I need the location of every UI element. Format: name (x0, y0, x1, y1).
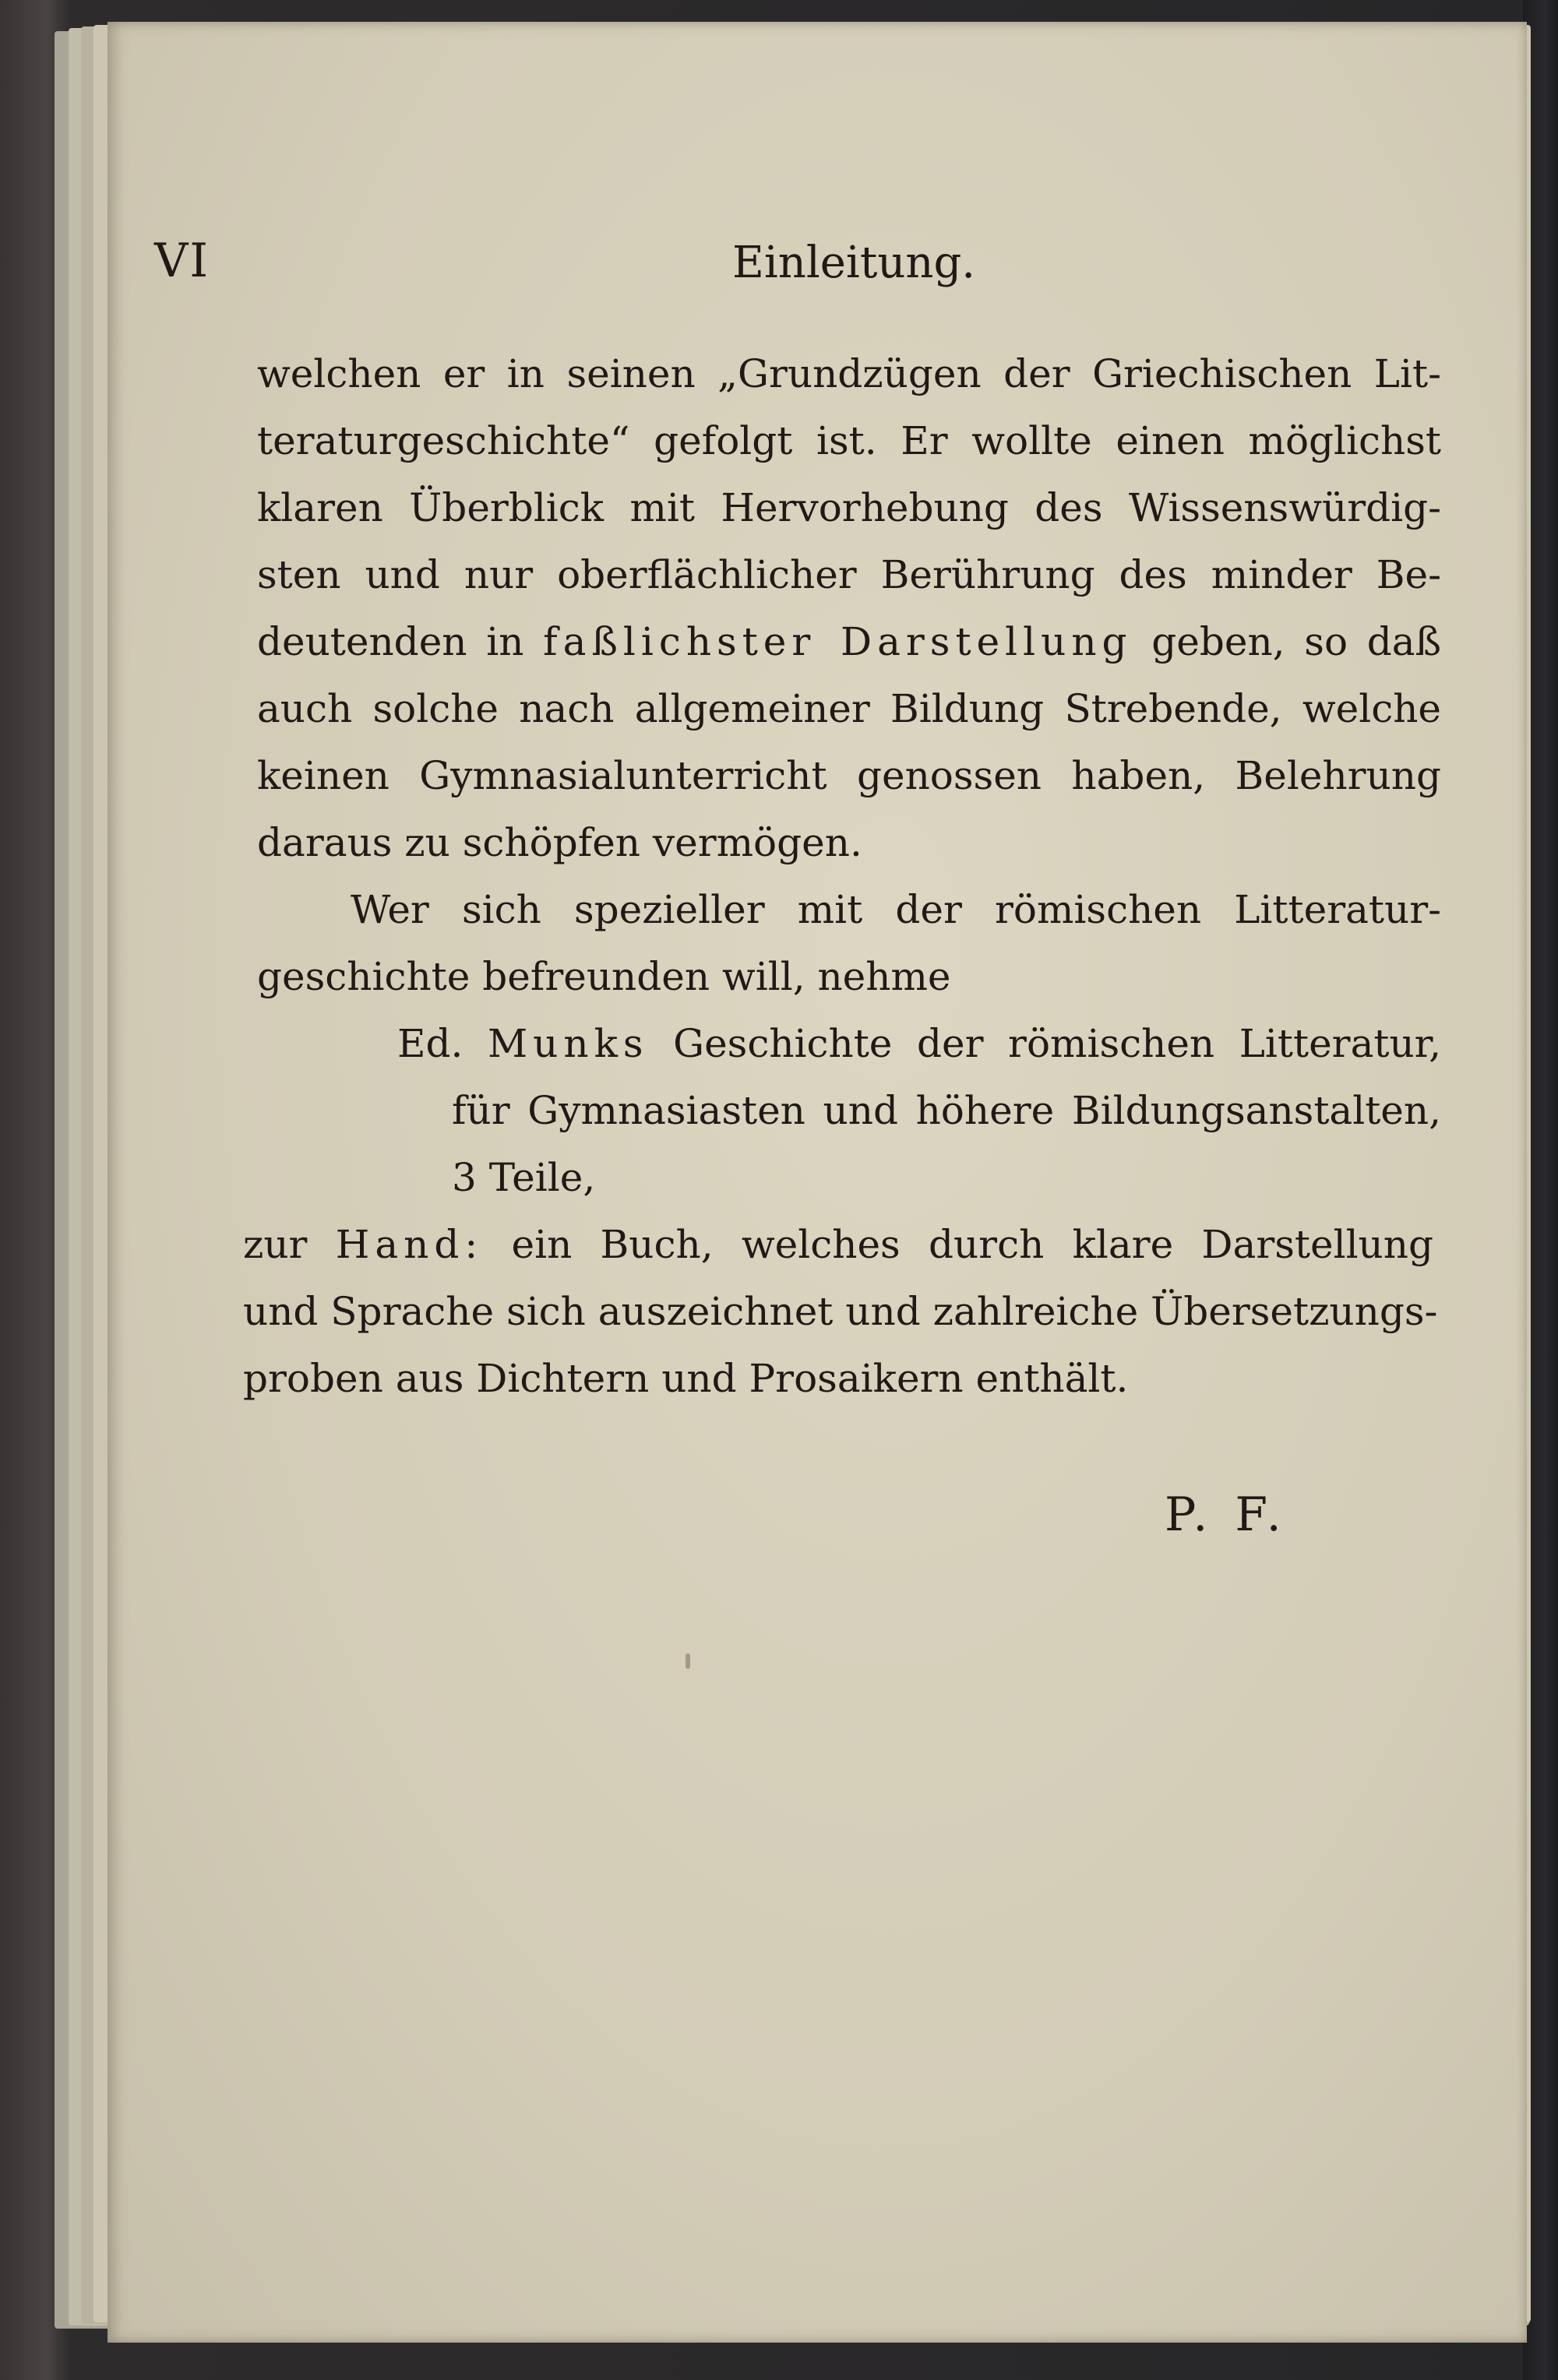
text-run: zur (243, 1222, 308, 1267)
text-run: ein Buch, welches durch klare Darstellung (511, 1222, 1433, 1267)
text-run: deutenden in (257, 619, 524, 664)
text-line: klaren Überblick mit Hervorhebung des Wissenswürdig- (257, 485, 1441, 530)
citation-prefix: Ed. (397, 1021, 464, 1066)
text-line: proben aus Dichtern und Prosaikern enthält. (243, 1356, 1129, 1401)
citation-line: 3 Teile, (452, 1155, 596, 1200)
text-line: keinen Gymnasialunterricht genossen haben, Belehrung (257, 753, 1441, 798)
text-line: daraus zu schöpfen vermögen. (257, 820, 862, 865)
text-line: welchen er in seinen „Grundzügen der Griechischen Lit- (257, 351, 1441, 396)
page-number: VI (154, 234, 210, 288)
text-line (257, 618, 1441, 665)
author-initials: P. F. (1165, 1488, 1288, 1542)
citation-author: Munks (487, 1021, 649, 1066)
citation-line: für Gymnasiasten und höhere Bildungsanstalten, (452, 1088, 1441, 1133)
text-run: geben, so daß (1151, 619, 1441, 664)
running-head: Einleitung. (732, 238, 976, 288)
emphasis-spaced: Hand: (335, 1222, 484, 1267)
text-line: Wer sich spezieller mit der römischen Litteratur- (351, 887, 1441, 932)
text-line: sten und nur oberflächlicher Berührung des minder Be- (257, 552, 1441, 597)
text-line: auch solche nach allgemeiner Bildung Strebende, welche (257, 686, 1441, 731)
text-line: und Sprache sich auszeichnet und zahlreiche Übersetzungs- (243, 1289, 1438, 1334)
citation-title: Geschichte der römischen Litteratur, (673, 1021, 1441, 1066)
text-line: geschichte befreunden will, nehme (257, 954, 951, 999)
paper-speck (686, 1653, 690, 1669)
citation-line (397, 1020, 1441, 1067)
emphasis-spaced: faßlichster Darstellung (543, 619, 1133, 664)
text-line (243, 1221, 1433, 1268)
text-line: teraturgeschichte“ gefolgt ist. Er wollte einen möglichst (257, 418, 1441, 463)
